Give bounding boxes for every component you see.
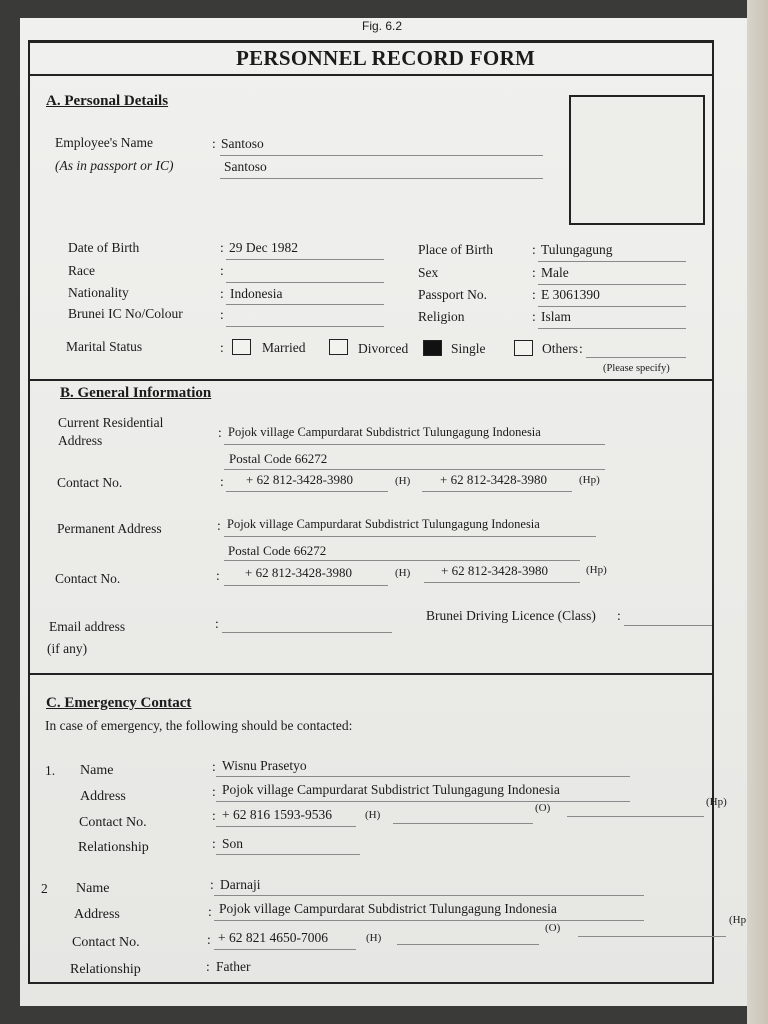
brunei-ic-label: Brunei IC No/Colour (68, 306, 183, 321)
contact-home-tag: (H) (395, 475, 411, 487)
passport-line (538, 306, 686, 307)
email-label: Email address (49, 619, 126, 634)
nationality-value: Indonesia (230, 286, 283, 301)
employee-name-sublabel: (As in passport or IC) (55, 158, 174, 173)
contact-2-relationship-value: Father (216, 959, 251, 974)
employee-name-label: Employee's Name (55, 135, 154, 150)
contact-2-contact-colon: : (207, 932, 211, 947)
contact-2-name-line (214, 895, 644, 896)
current-address-colon: : (218, 425, 222, 440)
page-edge (747, 0, 768, 1024)
contact-hp-value: + 62 812-3428-3980 (440, 472, 547, 487)
contact-2-contact-value: + 62 821 4650-7006 (218, 930, 328, 945)
others-colon: : (579, 341, 583, 356)
current-address-label-line2: Address (58, 433, 103, 448)
permanent-address-value: Pojok village Campurdarat Subdistrict Tulungagung Indonesia (227, 517, 540, 531)
contact-1-relationship-line (216, 854, 360, 855)
contact-home-value: + 62 812-3428-3980 (246, 472, 353, 487)
current-address-label-line1: Current Residential (58, 415, 164, 430)
current-address-line (224, 444, 605, 445)
contact-1-address-label: Address (80, 789, 126, 804)
pob-value: Tulungagung (541, 242, 613, 257)
perm-contact-hp-tag: (Hp) (586, 564, 607, 576)
photo-box (569, 95, 705, 225)
driving-licence-label: Brunei Driving Licence (Class) (426, 608, 596, 623)
section-divider-c (28, 673, 714, 675)
pob-colon: : (532, 242, 536, 257)
contact-1-relationship-label: Relationship (78, 840, 149, 855)
contact-2-o-tag: (O) (545, 922, 561, 934)
contact-1-relationship-value: Son (222, 836, 244, 851)
permanent-postal-line (224, 560, 580, 561)
contact-2-relationship-colon: : (206, 959, 210, 974)
nationality-line (226, 304, 384, 305)
contact-2-hp-line (578, 936, 726, 937)
religion-colon: : (532, 309, 536, 324)
others-specify-line (586, 357, 686, 358)
section-divider-b (28, 379, 714, 381)
current-postal-line (224, 469, 605, 470)
contact-2-address-label: Address (74, 907, 120, 922)
nationality-colon: : (220, 286, 224, 301)
employee-name-value: Santoso (221, 136, 264, 151)
contact-1-contact-line (216, 826, 356, 827)
contact-1-name-line (216, 776, 630, 777)
contact-1-address-colon: : (212, 784, 216, 799)
contact-1-relationship-colon: : (212, 836, 216, 851)
others-checkbox[interactable] (514, 340, 533, 356)
religion-value: Islam (541, 309, 571, 324)
race-label: Race (68, 263, 95, 278)
pob-line (538, 261, 686, 262)
contact-hp-tag: (Hp) (579, 474, 600, 486)
contact-1-name-label: Name (80, 763, 114, 778)
form-title: PERSONNEL RECORD FORM (236, 46, 536, 70)
nationality-label: Nationality (68, 285, 129, 300)
contact-no-label: Contact No. (57, 475, 123, 490)
contact-2-address-value: Pojok village Campurdarat Subdistrict Tulungagung Indonesia (219, 901, 557, 916)
contact-2-hp-tag: (Hp (729, 914, 747, 926)
contact-1-address-value: Pojok village Campurdarat Subdistrict Tulungagung Indonesia (222, 782, 560, 797)
employee-name-line (220, 155, 543, 156)
contact-2-contact-line (214, 949, 356, 950)
email-sublabel: (if any) (47, 641, 88, 656)
contact-2-name-value: Darnaji (220, 877, 261, 892)
contact-hp-line (422, 491, 572, 492)
employee-name-passport-line (220, 178, 543, 179)
contact-2-address-colon: : (208, 904, 212, 919)
permanent-postal-value: Postal Code 66272 (228, 543, 327, 558)
email-line[interactable] (222, 632, 392, 633)
contact-2-office-line (397, 944, 539, 945)
contact-1-o-tag: (O) (535, 802, 551, 814)
passport-value: E 3061390 (541, 287, 600, 302)
pob-label: Place of Birth (418, 242, 493, 257)
emergency-intro: In case of emergency, the following should be contacted: (45, 718, 353, 733)
section-a-heading: A. Personal Details (46, 93, 169, 109)
contact-1-number: 1. (45, 763, 56, 778)
religion-line (538, 328, 686, 329)
sex-colon: : (532, 265, 536, 280)
perm-contact-colon: : (216, 568, 220, 583)
current-postal-value: Postal Code 66272 (229, 451, 328, 466)
contact-2-number: 2 (41, 881, 48, 896)
driving-licence-colon: : (617, 608, 621, 623)
perm-contact-home-line (224, 585, 388, 586)
contact-2-relationship-label: Relationship (70, 962, 141, 977)
sex-line (538, 284, 686, 285)
contact-no-colon: : (220, 474, 224, 489)
perm-contact-hp-line (424, 582, 580, 583)
marital-status-label: Marital Status (66, 339, 143, 354)
marital-colon: : (220, 340, 224, 355)
permanent-address-label: Permanent Address (57, 521, 162, 536)
contact-2-h-tag: (H) (366, 932, 382, 944)
single-checkbox[interactable] (423, 340, 442, 356)
perm-contact-home-tag: (H) (395, 567, 411, 579)
perm-contact-no-label: Contact No. (55, 571, 121, 586)
brunei-ic-colon: : (220, 307, 224, 322)
sex-label: Sex (418, 265, 439, 280)
contact-2-address-line (214, 920, 644, 921)
current-address-value: Pojok village Campurdarat Subdistrict Tulungagung Indonesia (228, 425, 541, 439)
contact-1-contact-value: + 62 816 1593-9536 (222, 807, 332, 822)
contact-1-name-value: Wisnu Prasetyo (222, 758, 307, 773)
race-colon: : (220, 263, 224, 278)
dob-value: 29 Dec 1982 (229, 240, 298, 255)
please-specify-note: (Please specify) (603, 363, 670, 374)
contact-1-h-tag: (H) (365, 809, 381, 821)
passport-label: Passport No. (418, 287, 488, 302)
divorced-option-label: Divorced (358, 341, 409, 356)
contact-2-name-colon: : (210, 877, 214, 892)
title-divider (28, 74, 714, 76)
sex-value: Male (541, 265, 569, 280)
passport-colon: : (532, 287, 536, 302)
married-option-label: Married (262, 340, 306, 355)
section-b-heading: B. General Information (60, 385, 212, 401)
contact-1-office-line (393, 823, 533, 824)
single-option-label: Single (451, 341, 486, 356)
email-colon: : (215, 616, 219, 631)
dob-line (226, 259, 384, 260)
race-line (226, 282, 384, 283)
section-c-heading: C. Emergency Contact (46, 695, 192, 711)
religion-label: Religion (418, 309, 465, 324)
permanent-address-colon: : (217, 518, 221, 533)
dob-label: Date of Birth (68, 240, 140, 255)
employee-name-passport-value: Santoso (224, 159, 267, 174)
driving-licence-line[interactable] (624, 625, 712, 626)
brunei-ic-line (226, 326, 384, 327)
employee-name-colon: : (212, 136, 216, 151)
contact-2-contact-label: Contact No. (72, 935, 140, 950)
contact-home-line (226, 491, 388, 492)
divorced-checkbox[interactable] (329, 339, 348, 355)
contact-1-hp-line (567, 816, 704, 817)
contact-1-name-colon: : (212, 759, 216, 774)
contact-2-name-label: Name (76, 881, 110, 896)
perm-contact-hp-value: + 62 812-3428-3980 (441, 563, 548, 578)
married-checkbox[interactable] (232, 339, 251, 355)
perm-contact-home-value: + 62 812-3428-3980 (245, 565, 352, 580)
contact-1-contact-colon: : (212, 808, 216, 823)
dob-colon: : (220, 240, 224, 255)
contact-1-address-line (216, 801, 630, 802)
contact-1-hp-tag: (Hp) (706, 796, 727, 808)
others-option-label: Others (542, 341, 578, 356)
permanent-address-line (224, 536, 596, 537)
figure-label: Fig. 6.2 (362, 19, 403, 33)
contact-1-contact-label: Contact No. (79, 815, 147, 830)
